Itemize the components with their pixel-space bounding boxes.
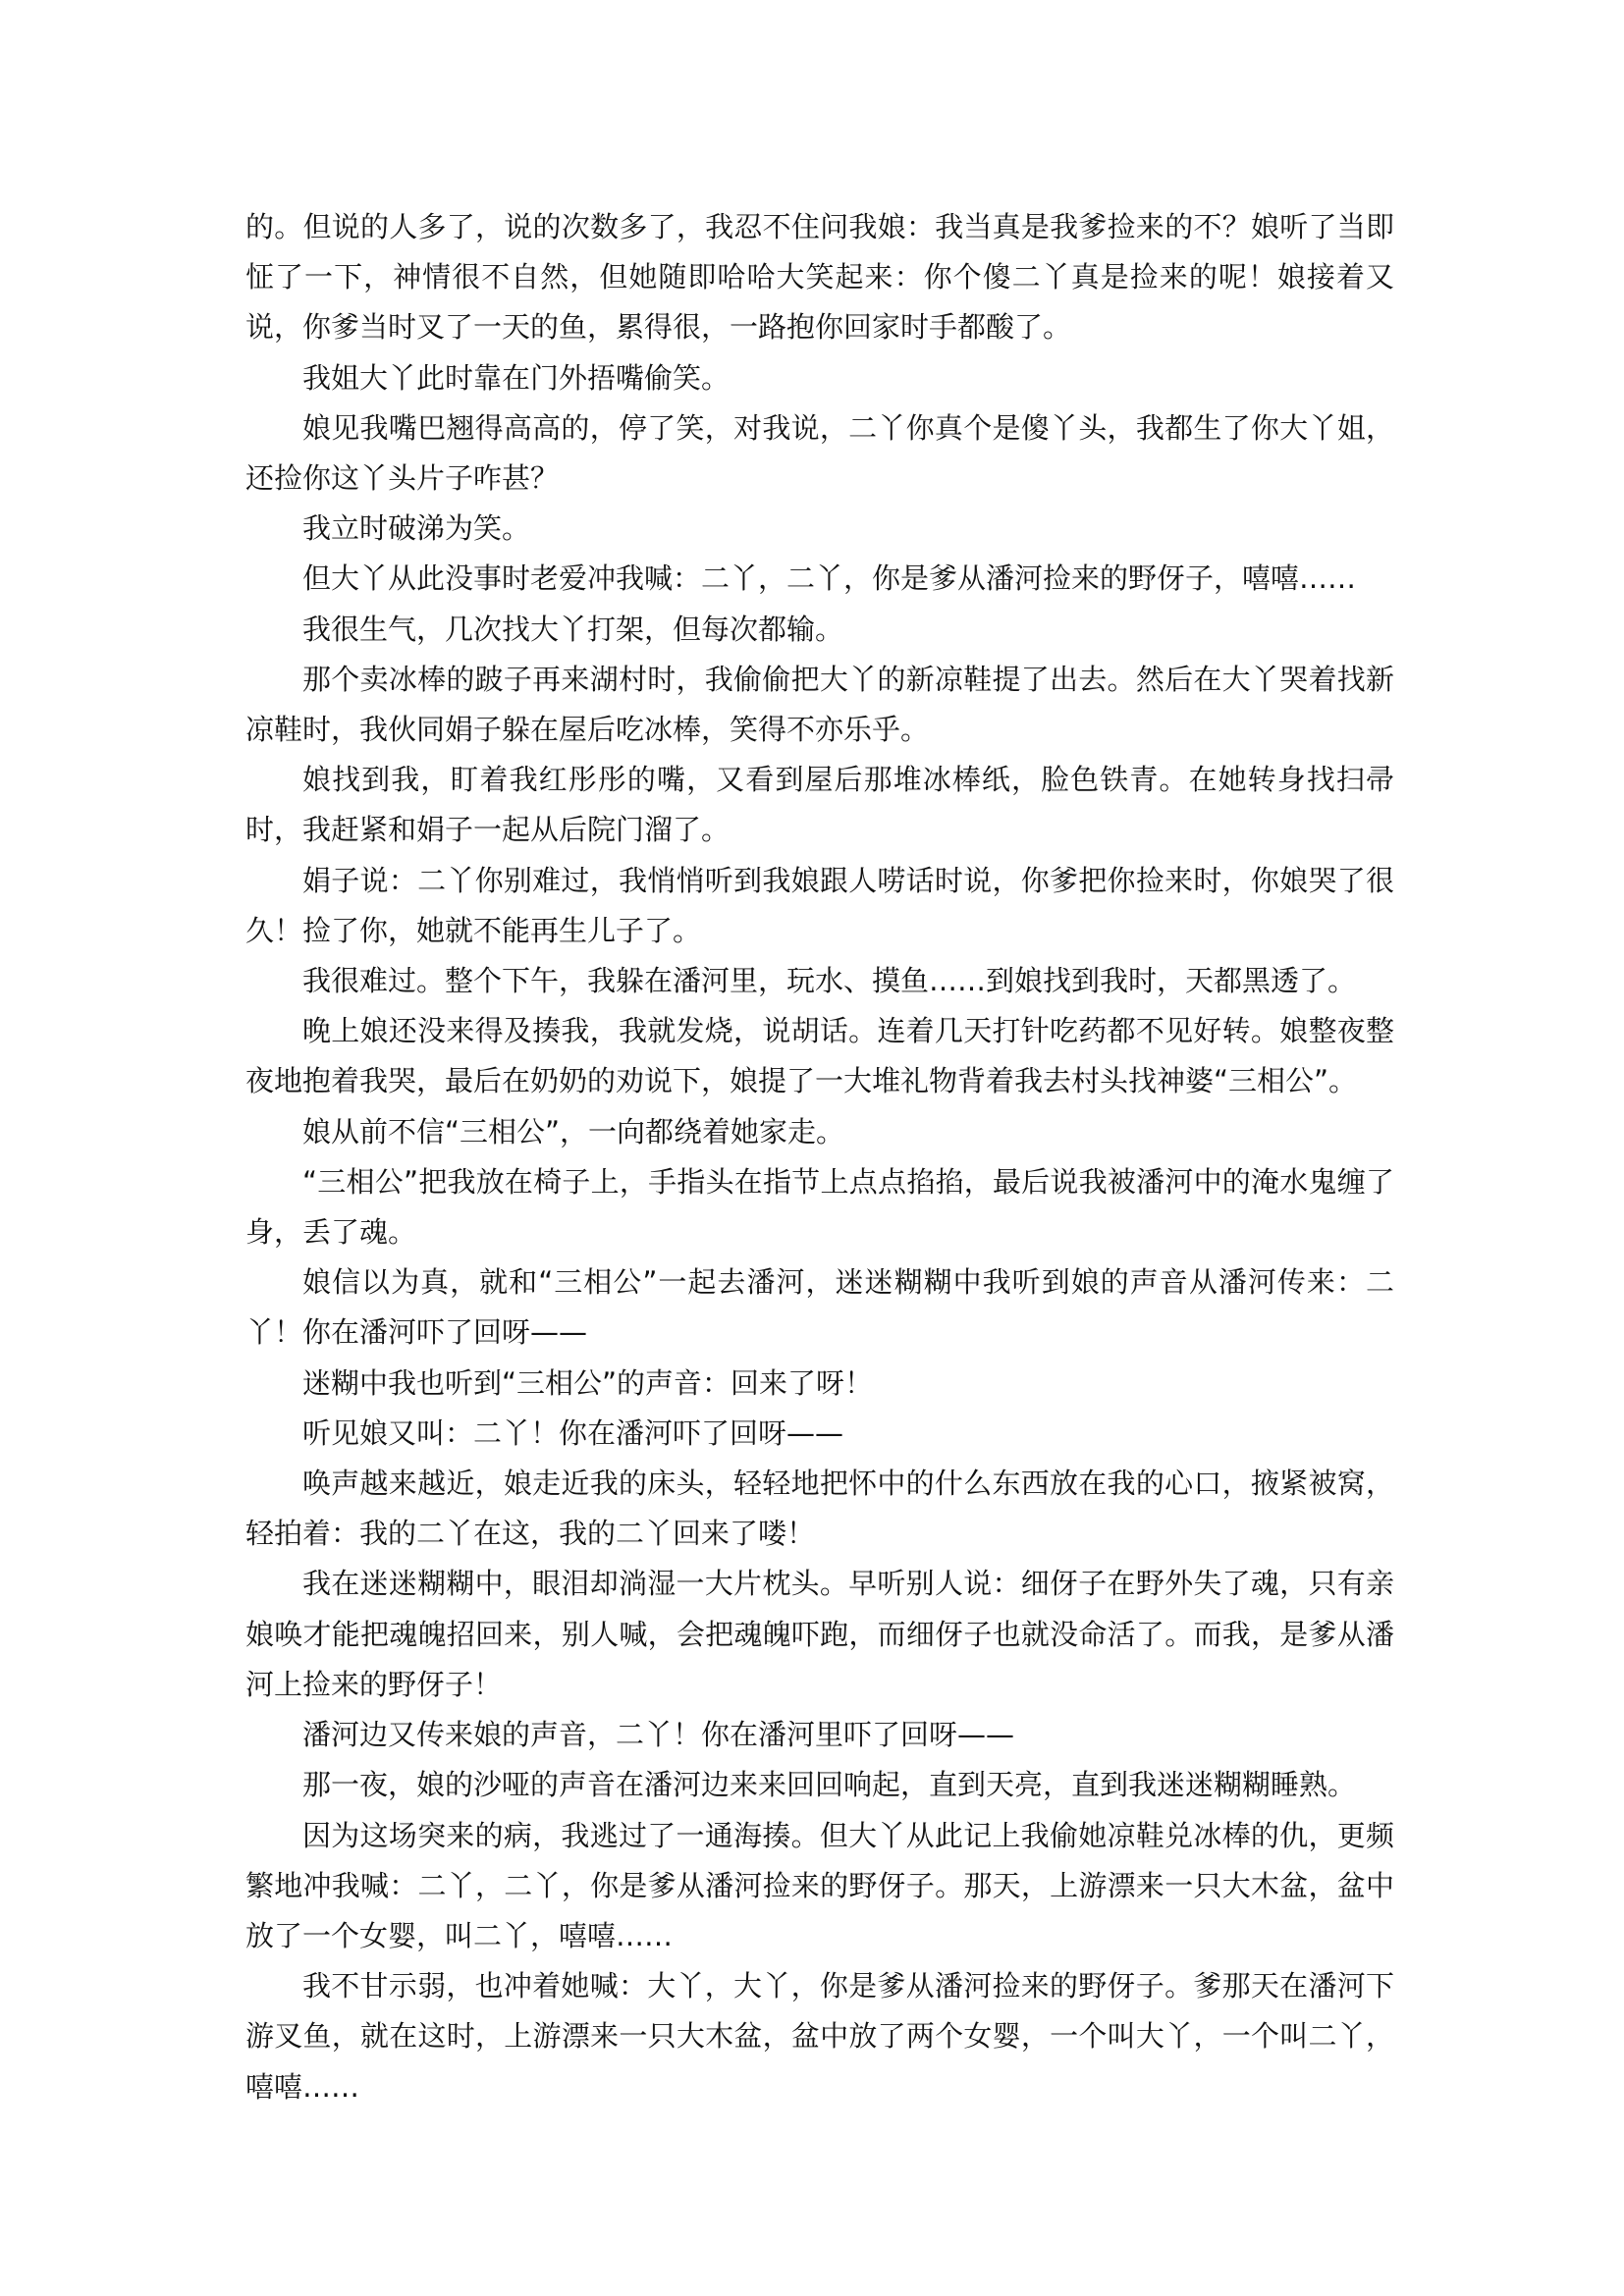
paragraph-4: 我立时破涕为笑。: [302, 511, 531, 546]
paragraph-13: “三相公”把我放在椅子上，手指头在指节上点点掐掐，最后说我被潘河中的淹水鬼缠了身，丢了魂。: [245, 1164, 1394, 1250]
paragraph-8: 娘找到我，盯着我红彤彤的嘴，又看到屋后那堆冰棒纸，脸色铁青。在她转身找扫帚时，我赶紧和娟子一起从后院门溜了。: [245, 763, 1394, 847]
paragraph-16: 听见娘又叫：二丫！你在潘河吓了回呀——: [302, 1415, 844, 1450]
paragraph-15: 迷糊中我也听到“三相公”的声音：回来了呀！: [302, 1365, 874, 1400]
paragraph-21: 因为这场突来的病，我逃过了一通海揍。但大丫从此记上我偷她凉鞋兑冰棒的仇，更频繁地冲我喊：二丫，二丫，你是爹从潘河捡来的野伢子。那天，上游漂来一只大木盆，盆中放了一个女婴，叫二丫，嘻嘻……: [245, 1818, 1394, 1952]
paragraph-17: 唤声越来越近，娘走近我的床头，轻轻地把怀中的什么东西放在我的心口，掖紧被窝，轻拍着：我的二丫在这，我的二丫回来了喽！: [245, 1467, 1394, 1551]
paragraph-12: 娘从前不信“三相公”，一向都绕着她家走。: [302, 1114, 845, 1148]
paragraph-19: 潘河边又传来娘的声音，二丫！你在潘河里吓了回呀——: [302, 1718, 1015, 1752]
paragraph-7: 那个卖冰棒的跛子再来湖村时，我偷偷把大丫的新凉鞋提了出去。然后在大丫哭着找新凉鞋时，我伙同娟子躲在屋后吃冰棒，笑得不亦乐乎。: [245, 662, 1394, 747]
paragraph-11: 晚上娘还没来得及揍我，我就发烧，说胡话。连着几天打针吃药都不见好转。娘整夜整夜地抱着我哭，最后在奶奶的劝说下，娘提了一大堆礼物背着我去村头找神婆“三相公”。: [245, 1014, 1394, 1098]
paragraph-10: 我很难过。整个下午，我躲在潘河里，玩水、摸鱼……到娘找到我时，天都黑透了。: [302, 964, 1357, 998]
paragraph-22: 我不甘示弱，也冲着她喊：大丫，大丫，你是爹从潘河捡来的野伢子。爹那天在潘河下游叉鱼，就在这时，上游漂来一只大木盆，盆中放了两个女婴，一个叫大丫，一个叫二丫，嘻嘻……: [245, 1969, 1394, 2104]
paragraph-14: 娘信以为真，就和“三相公”一起去潘河，迷迷糊糊中我听到娘的声音从潘河传来：二丫！你在潘河吓了回呀——: [245, 1265, 1394, 1350]
paragraph-6: 我很生气，几次找大丫打架，但每次都输。: [302, 612, 844, 646]
paragraph-2: 我姐大丫此时靠在门外捂嘴偷笑。: [302, 360, 731, 395]
paragraph-18: 我在迷迷糊糊中，眼泪却淌湿一大片枕头。早听别人说：细伢子在野外失了魂，只有亲娘唤才能把魂魄招回来，别人喊，会把魂魄吓跑，而细伢子也就没命活了。而我，是爹从潘河上捡来的野伢子！: [245, 1567, 1394, 1701]
story-page: [245, 202, 1394, 2112]
paragraph-3: 娘见我嘴巴翘得高高的，停了笑，对我说，二丫你真个是傻丫头，我都生了你大丫姐，还捡你这丫头片子咋甚？: [245, 410, 1394, 496]
paragraph-1: 的。但说的人多了，说的次数多了，我忍不住问我娘：我当真是我爹捡来的不？娘听了当即怔了一下，神情很不自然，但她随即哈哈大笑起来：你个傻二丫真是捡来的呢！娘接着又说，你爹当时叉了一天的鱼，累得很，一路抱你回家时手都酸了。: [245, 210, 1394, 345]
paragraph-9: 娟子说：二丫你别难过，我悄悄听到我娘跟人唠话时说，你爹把你捡来时，你娘哭了很久！捡了你，她就不能再生儿子了。: [245, 863, 1394, 947]
paragraph-20: 那一夜，娘的沙哑的声音在潘河边来来回回响起，直到天亮，直到我迷迷糊糊睡熟。: [302, 1768, 1357, 1802]
paragraph-5: 但大丫从此没事时老爱冲我喊：二丫，二丫，你是爹从潘河捡来的野伢子，嘻嘻……: [302, 561, 1357, 596]
